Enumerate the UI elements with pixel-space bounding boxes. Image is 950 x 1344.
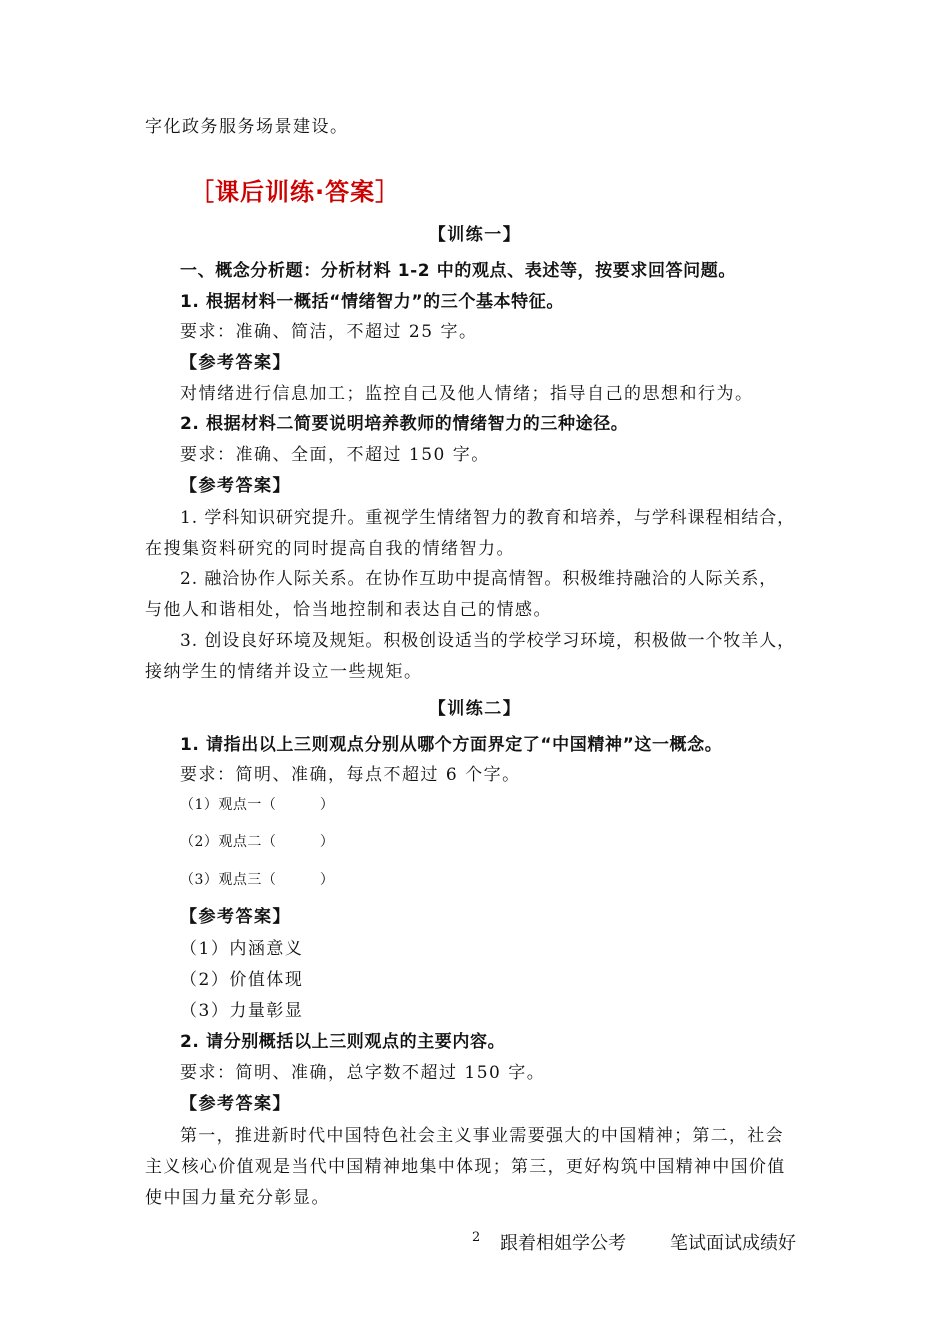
training2-q2-answer-c: 使中国力量充分彰显。 [145, 1188, 330, 1208]
training2-answer-1: （1）内涵意义 [180, 939, 304, 959]
training1-q1: 1. 根据材料一概括“情绪智力”的三个基本特征。 [180, 292, 564, 312]
training2-blank-1: （1）观点一（ ） [180, 797, 335, 813]
training1-q1-answer: 对情绪进行信息加工；监控自己及他人情绪；指导自己的思想和行为。 [180, 384, 754, 404]
training2-answer-2: （2）价值体现 [180, 970, 304, 990]
training2-header: 【训练二】 [428, 699, 522, 719]
training1-answer-label-2: 【参考答案】 [180, 476, 291, 496]
training2-answer-3: （3）力量彰显 [180, 1001, 304, 1021]
intro-tail-text: 字化政务服务场景建设。 [145, 117, 349, 137]
training2-q1-requirement: 要求：简明、准确，每点不超过 6 个字。 [180, 765, 521, 785]
training2-answer-label-2: 【参考答案】 [180, 1094, 291, 1114]
training1-header: 【训练一】 [428, 225, 522, 245]
training1-q2-answer-3a: 3. 创设良好环境及规矩。积极创设适当的学校学习环境，积极做一个牧羊人， [180, 631, 796, 651]
training1-q2: 2. 根据材料二简要说明培养教师的情绪智力的三种途径。 [180, 414, 629, 434]
training1-q2-answer-1a: 1. 学科知识研究提升。重视学生情绪智力的教育和培养，与学科课程相结合， [180, 508, 796, 528]
training2-q1: 1. 请指出以上三则观点分别从哪个方面界定了“中国精神”这一概念。 [180, 735, 723, 755]
training2-answer-label-1: 【参考答案】 [180, 907, 291, 927]
footer-slogan-2: 笔试面试成绩好 [670, 1233, 796, 1254]
training2-q2-answer-b: 主义核心价值观是当代中国精神地集中体现；第三，更好构筑中国精神中国价值 [145, 1157, 786, 1177]
training1-q2-answer-2a: 2. 融洽协作人际关系。在协作互助中提高情智。积极维持融洽的人际关系， [180, 569, 778, 589]
footer-slogan-1: 跟着相姐学公考 [500, 1233, 626, 1254]
training1-q2-answer-3b: 接纳学生的情绪并设立一些规矩。 [145, 662, 423, 682]
training1-q1-requirement: 要求：准确、简洁，不超过 25 字。 [180, 322, 478, 342]
training2-blank-3: （3）观点三（ ） [180, 872, 335, 888]
training2-q2: 2. 请分别概括以上三则观点的主要内容。 [180, 1032, 506, 1052]
training2-q2-answer-a: 第一，推进新时代中国特色社会主义事业需要强大的中国精神；第二，社会 [180, 1126, 784, 1146]
training1-q2-answer-2b: 与他人和谐相处，恰当地控制和表达自己的情感。 [145, 600, 552, 620]
training1-q2-requirement: 要求：准确、全面，不超过 150 字。 [180, 445, 490, 465]
training1-q2-answer-1b: 在搜集资料研究的同时提高自我的情绪智力。 [145, 539, 515, 559]
training2-blank-2: （2）观点二（ ） [180, 834, 335, 850]
training1-heading: 一、概念分析题：分析材料 1-2 中的观点、表述等，按要求回答问题。 [180, 261, 736, 281]
training1-answer-label-1: 【参考答案】 [180, 353, 291, 373]
page-number: 2 [472, 1230, 482, 1245]
training2-q2-requirement: 要求：简明、准确，总字数不超过 150 字。 [180, 1063, 546, 1083]
section-title: ［课后训练·答案］ [190, 178, 401, 206]
